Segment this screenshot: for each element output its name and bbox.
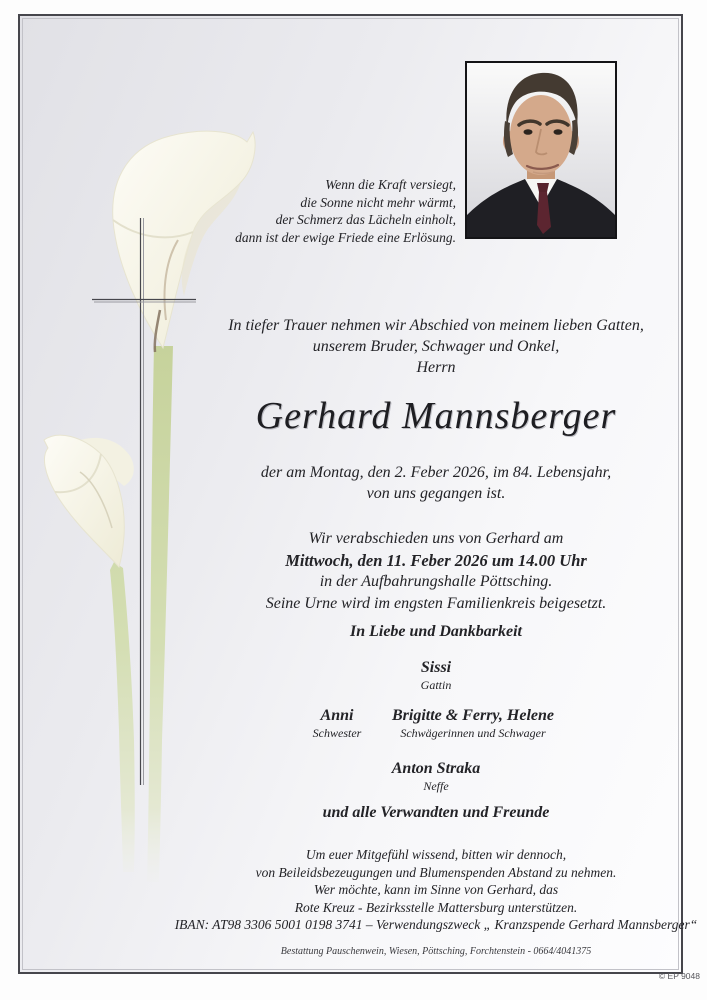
funeral-location: in der Aufbahrungshalle Pöttsching. bbox=[319, 573, 553, 590]
introduction bbox=[165, 315, 707, 378]
mourner-name: Anton Straka bbox=[391, 760, 481, 777]
death-info-line: der am Montag, den 2. Feber 2026, im 84. Lebensjahr, bbox=[260, 464, 612, 481]
intro-line: unserem Bruder, Schwager und Onkel, bbox=[312, 338, 560, 355]
mourner-in-laws bbox=[363, 706, 583, 741]
farewell-line: Wir verabschieden uns von Gerhard am bbox=[308, 530, 564, 547]
mourner-name: Anni bbox=[320, 707, 354, 724]
mourner-relation: Neffe bbox=[423, 779, 449, 793]
burial-note: Seine Urne wird im engsten Familienkreis beigesetzt. bbox=[265, 594, 607, 612]
intro-line: In tiefer Trauer nehmen wir Abschied von meinem lieben Gatten, bbox=[228, 317, 644, 334]
poem-line: Wenn die Kraft versiegt, bbox=[325, 177, 456, 192]
death-info bbox=[165, 462, 707, 504]
mourner-nephew bbox=[165, 759, 707, 794]
mourners-others: und alle Verwandten und Freunde bbox=[322, 804, 550, 821]
poem-line: dann ist der ewige Friede eine Erlösung. bbox=[235, 229, 456, 245]
mourner-relation: Schwägerinnen und Schwager bbox=[400, 726, 546, 740]
print-code: © EP 9048 bbox=[658, 971, 700, 981]
funeral-details bbox=[165, 528, 707, 614]
mourner-widow bbox=[165, 658, 707, 693]
portrait-illustration bbox=[467, 63, 615, 237]
death-info-line: von uns gegangen ist. bbox=[366, 485, 506, 502]
funeral-home-footer: Bestattung Pauschenwein, Wiesen, Pöttsching, Forchtenstein - 0664/4041375 bbox=[280, 946, 592, 957]
salutation: Herrn bbox=[416, 359, 456, 376]
mourner-relation: Gattin bbox=[420, 678, 452, 692]
deceased-name: Gerhard Mannsberger bbox=[255, 395, 617, 437]
donation-line: von Beileidsbezeugungen und Blumenspenden Abstand zu nehmen. bbox=[255, 864, 617, 880]
mourner-name: Sissi bbox=[420, 659, 452, 676]
poem-line: der Schmerz das Lächeln einholt, bbox=[275, 212, 456, 227]
memorial-poem bbox=[230, 176, 456, 246]
portrait-photo bbox=[465, 61, 617, 239]
poem-line: die Sonne nicht mehr wärmt, bbox=[300, 194, 456, 210]
mourner-name: Brigitte & Ferry, Helene bbox=[391, 707, 555, 724]
closing-phrase: In Liebe und Dankbarkeit bbox=[349, 623, 522, 640]
donation-line: Um euer Mitgefühl wissend, bitten wir dennoch, bbox=[305, 847, 567, 862]
mourner-relation: Schwester bbox=[312, 726, 362, 740]
lily-stem-2 bbox=[110, 562, 135, 872]
funeral-date: Mittwoch, den 11. Feber 2026 um 14.00 Uhr bbox=[285, 550, 587, 570]
donation-line: Rote Kreuz - Bezirksstelle Mattersburg unterstützen. bbox=[294, 899, 578, 915]
donation-note bbox=[110, 846, 707, 934]
donation-line: Wer möchte, kann im Sinne von Gerhard, das bbox=[313, 882, 559, 897]
donation-iban-line: IBAN: AT98 3306 5001 0198 3741 – Verwendungszweck „ Kranzspende Gerhard Mannsberger“ bbox=[174, 917, 698, 932]
